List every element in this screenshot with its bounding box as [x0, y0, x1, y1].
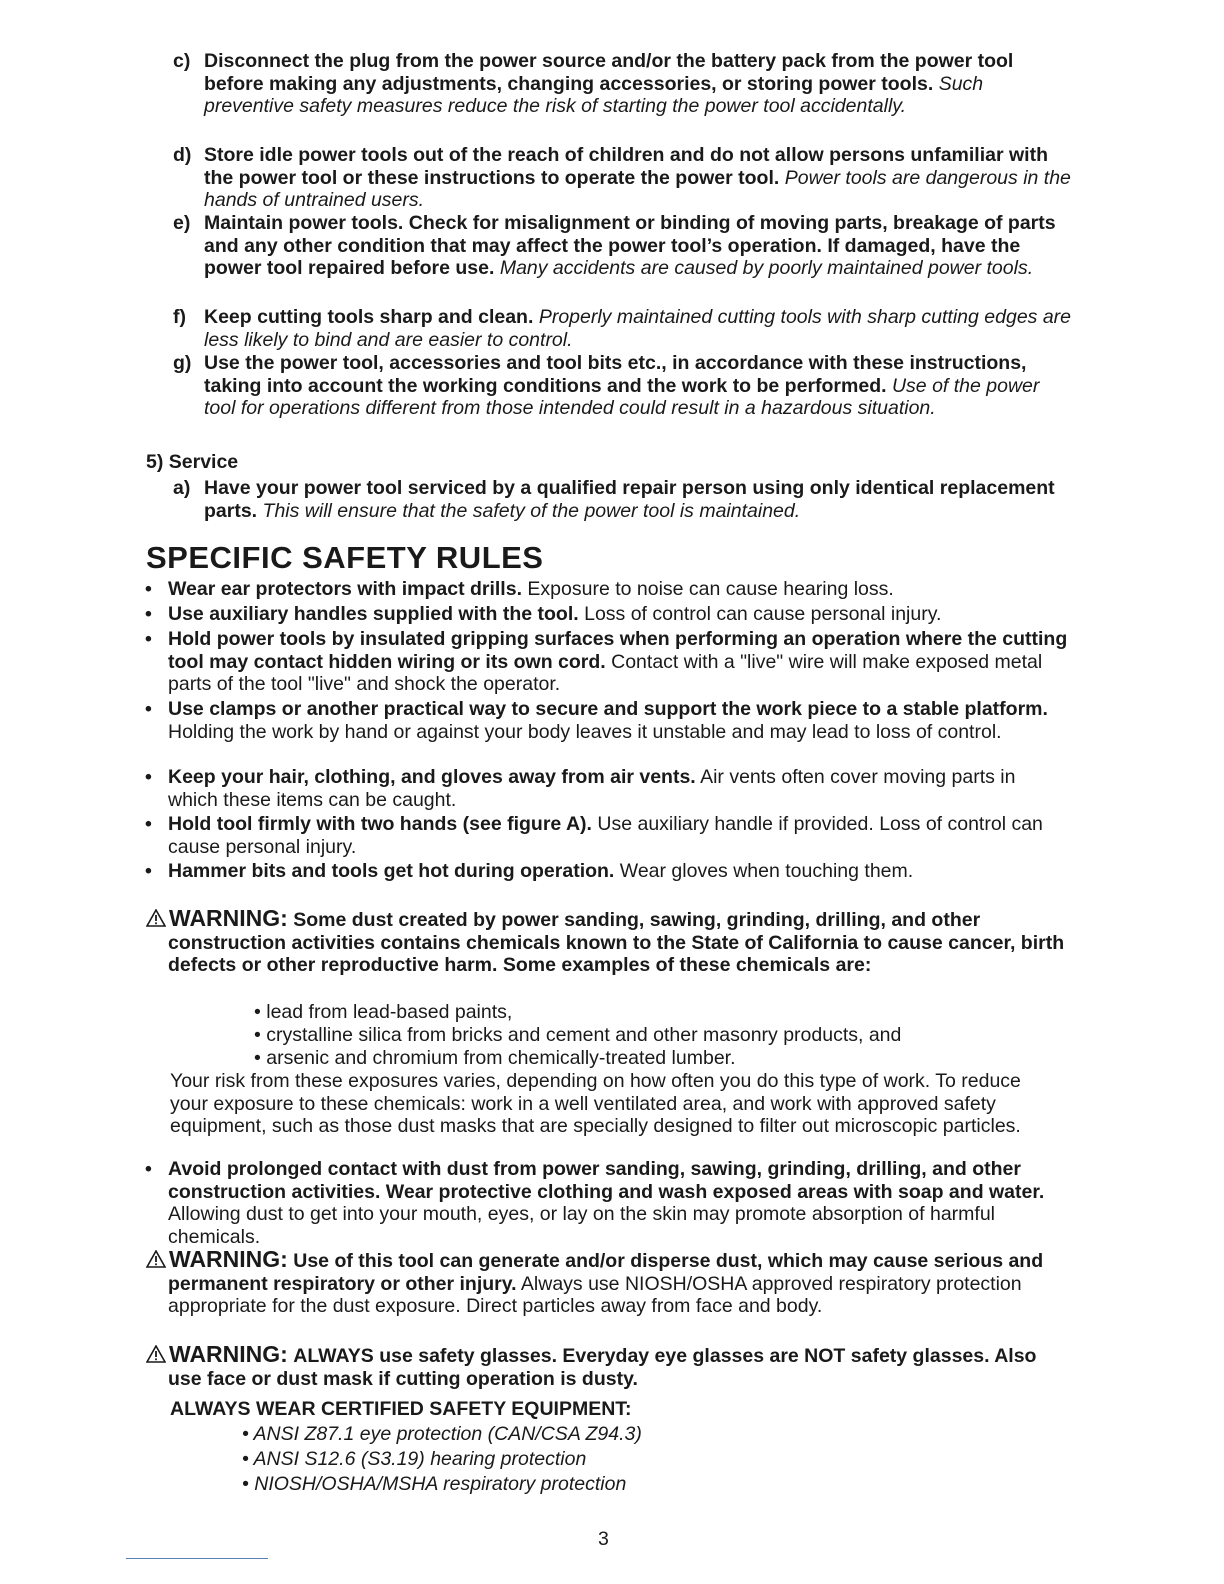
- warning-label: WARNING:: [169, 1341, 288, 1367]
- avoid-dust-bullet: [145, 1158, 1070, 1248]
- bullet-text: Contact with a "live" wire will make exposed metal parts of the tool "live" and shock the operator.: [168, 650, 1043, 696]
- item-italic-text: Properly maintained cutting tools with sharp cutting edges are less likely to bind and are easier to control.: [204, 306, 1072, 351]
- warning-lead: [146, 1246, 288, 1272]
- safety-item-e: [173, 212, 1073, 280]
- chemical-list-item: • crystalline silica from bricks and cement and other masonry products, and: [254, 1024, 902, 1046]
- bullet-glyph: •: [145, 860, 152, 882]
- safety-item-c: [173, 50, 1073, 118]
- safety-item-f: [173, 306, 1073, 351]
- specific-rule-bullet: [145, 628, 1070, 696]
- specific-safety-rules-title: SPECIFIC SAFETY RULES: [146, 540, 544, 575]
- bullet-bold-text: Use auxiliary handles supplied with the tool.: [168, 603, 579, 625]
- equipment-list-item: • ANSI Z87.1 eye protection (CAN/CSA Z94.3): [242, 1423, 642, 1445]
- bullet-glyph: •: [145, 628, 152, 650]
- item-italic-text: Power tools are dangerous in the hands of untrained users.: [204, 166, 1071, 212]
- warning-triangle-icon: [146, 1250, 166, 1268]
- warning-bold-text: Use of this tool can generate and/or disperse dust, which may cause serious and permanent respiratory or other injury.: [168, 1250, 1044, 1295]
- service-item-a: [173, 477, 1073, 522]
- specific-rule-bullet: [145, 578, 1070, 601]
- specific-rule-bullet: [145, 813, 1070, 858]
- bullet-text: Wear gloves when touching them.: [619, 860, 914, 882]
- safety-item-g: [173, 352, 1073, 420]
- bullet-glyph: •: [145, 766, 152, 788]
- bullet-text: Loss of control can cause personal injury.: [584, 603, 942, 625]
- item-label: e): [173, 212, 191, 234]
- warning-california-chemicals: [146, 907, 1066, 977]
- exposure-paragraph: Your risk from these exposures varies, depending on how often you do this type of work. To reduce your exposure to these chemicals: work in a well ventilated area, and work with approved safety equipment, such as those dust masks that are specially designed to filter out microscopic particles.: [170, 1070, 1021, 1138]
- item-italic-text: This will ensure that the safety of the power tool is maintained.: [262, 499, 801, 522]
- page-number: 3: [598, 1528, 609, 1550]
- equipment-heading: ALWAYS WEAR CERTIFIED SAFETY EQUIPMENT:: [170, 1398, 632, 1420]
- item-label: g): [173, 352, 192, 374]
- chemical-list-item: • arsenic and chromium from chemically-treated lumber.: [254, 1047, 736, 1069]
- specific-rule-bullet: [145, 766, 1070, 811]
- item-bold-text: Maintain power tools. Check for misalignment or binding of moving parts, breakage of parts and any other condition that may affect the power tool’s operation. If damaged, have the power tool repaired before use.: [204, 212, 1056, 280]
- bullet-bold-text: Wear ear protectors with impact drills.: [168, 578, 522, 600]
- bullet-bold-text: Keep your hair, clothing, and gloves away from air vents.: [168, 766, 696, 788]
- specific-rule-bullet: [145, 698, 1070, 743]
- footer-rule: [126, 1558, 268, 1559]
- item-bold-text: Store idle power tools out of the reach of children and do not allow persons unfamiliar with the power tool or these instructions to operate the power tool.: [204, 144, 1048, 189]
- warning-lead: [146, 905, 288, 931]
- warning-bold-text: ALWAYS use safety glasses. Everyday eye glasses are NOT safety glasses. Also use face or dust mask if cutting operation is dusty.: [168, 1345, 1037, 1390]
- bullet-text: Air vents often cover moving parts in which these items can be caught.: [168, 766, 1016, 811]
- bullet-glyph: •: [145, 698, 152, 720]
- bullet-text: Allowing dust to get into your mouth, eyes, or lay on the skin may promote absorption of harmful chemicals.: [168, 1203, 996, 1248]
- warning-triangle-icon: [146, 909, 166, 927]
- warning-text: Always use NIOSH/OSHA approved respiratory protection appropriate for the dust exposure. Direct particles away from face and body.: [168, 1272, 1022, 1318]
- item-italic-text: Such preventive safety measures reduce the risk of starting the power tool accidentally.: [204, 72, 984, 118]
- equipment-list-item: • NIOSH/OSHA/MSHA respiratory protection: [242, 1473, 627, 1495]
- bullet-text: Use auxiliary handle if provided. Loss of control can cause personal injury.: [168, 813, 1043, 858]
- item-bold-text: Have your power tool serviced by a qualified repair person using only identical replacement parts.: [204, 477, 1055, 522]
- bullet-text: Exposure to noise can cause hearing loss.: [527, 578, 894, 600]
- safety-item-d: [173, 144, 1073, 212]
- bullet-bold-text: Hold power tools by insulated gripping surfaces when performing an operation where the cutting tool may contact hidden wiring or its own cord.: [168, 628, 1068, 673]
- bullet-bold-text: Hold tool firmly with two hands (see figure A).: [168, 813, 592, 835]
- item-label: c): [173, 50, 191, 72]
- bullet-bold-text: Use clamps or another practical way to secure and support the work piece to a stable platform.: [168, 698, 1048, 720]
- service-heading: 5) Service: [146, 451, 239, 473]
- item-bold-text: Keep cutting tools sharp and clean.: [204, 306, 534, 328]
- warning-safety-glasses: [146, 1343, 1066, 1390]
- warning-triangle-icon: [146, 1345, 166, 1363]
- bullet-glyph: •: [145, 813, 152, 835]
- item-italic-text: Many accidents are caused by poorly maintained power tools.: [499, 257, 1034, 280]
- bullet-glyph: •: [145, 1158, 152, 1180]
- item-italic-text: Use of the power tool for operations different from those intended could result in a hazardous situation.: [204, 374, 1040, 420]
- item-label: f): [173, 306, 186, 328]
- item-label: d): [173, 144, 192, 166]
- item-label: a): [173, 477, 191, 499]
- warning-label: WARNING:: [169, 1246, 288, 1272]
- bullet-bold-text: Hammer bits and tools get hot during operation.: [168, 860, 615, 882]
- bullet-glyph: •: [145, 603, 152, 625]
- item-bold-text: Use the power tool, accessories and tool bits etc., in accordance with these instructions, taking into account the working conditions and the work to be performed.: [204, 352, 1027, 397]
- specific-rule-bullet: [145, 603, 1070, 626]
- warning-lead: [146, 1341, 288, 1367]
- warning-label: WARNING:: [169, 905, 288, 931]
- specific-rule-bullet: [145, 860, 1070, 883]
- warning-dust-respiratory: [146, 1248, 1066, 1318]
- item-bold-text: Disconnect the plug from the power source and/or the battery pack from the power tool before making any adjustments, changing accessories, or storing power tools.: [204, 50, 1014, 95]
- bullet-text: Holding the work by hand or against your body leaves it unstable and may lead to loss of control.: [168, 720, 1002, 743]
- bullet-glyph: •: [145, 578, 152, 600]
- warning-bold-text: Some dust created by power sanding, sawing, grinding, drilling, and other construction activities contains chemicals known to the State of California to cause cancer, birth defects or other reproductive harm. Some examples of these chemicals are:: [168, 909, 1065, 977]
- chemical-list-item: • lead from lead-based paints,: [254, 1001, 513, 1023]
- equipment-list-item: • ANSI S12.6 (S3.19) hearing protection: [242, 1448, 587, 1470]
- bullet-bold-text: Avoid prolonged contact with dust from power sanding, sawing, grinding, drilling, and other construction activities. Wear protective clothing and wash exposed areas with soap and water.: [168, 1158, 1045, 1203]
